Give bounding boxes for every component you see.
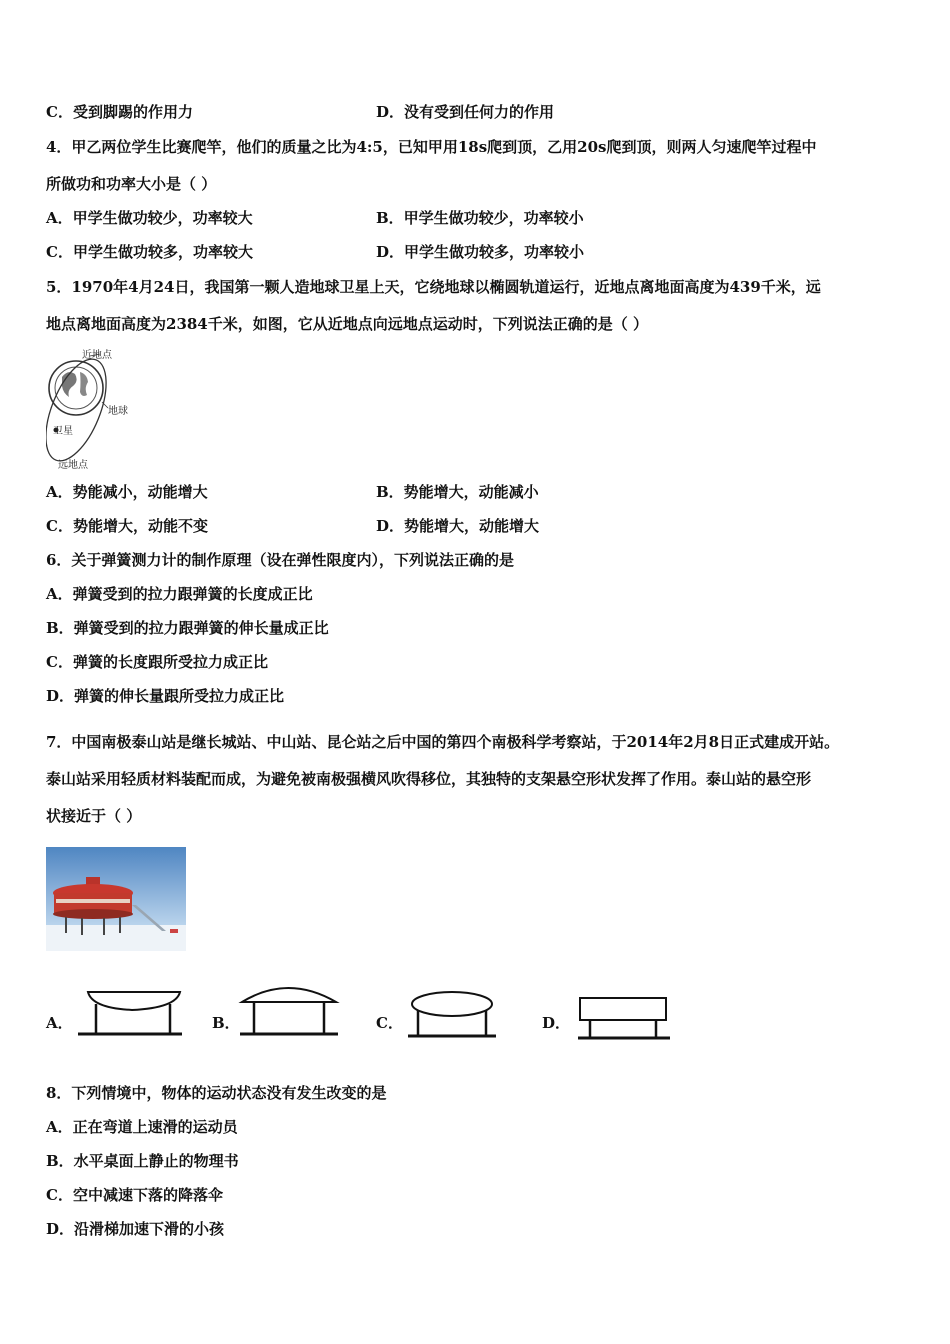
q8-option-b: B．水平桌面上静止的物理书 [46, 1152, 239, 1170]
q8-option-d: D．沿滑梯加速下滑的小孩 [46, 1220, 225, 1238]
shape-a-figure [76, 988, 184, 1038]
earth-outline [49, 361, 103, 415]
shape-option-c-label: C． [376, 1014, 403, 1032]
label-satellite: 卫星 [53, 426, 73, 437]
q5-stem-line1: 5．1970年4月24日，我国第一颗人造地球卫星上天，它绕地球以椭圆轨道运行，近地点离地面高度为439千米，远 [46, 278, 821, 296]
q5-option-d: D．势能增大，动能增大 [376, 517, 540, 535]
q6-option-b: B．弹簧受到的拉力跟弹簧的伸长量成正比 [46, 619, 329, 637]
q4-option-a: A．甲学生做功较少，功率较大 [46, 209, 253, 227]
q5-option-a: A．势能减小，动能增大 [46, 483, 208, 501]
shape-d-figure [576, 994, 672, 1042]
q4-stem-line1: 4．甲乙两位学生比赛爬竿，他们的质量之比为4:5，已知甲用18s爬到顶，乙用20s爬到顶，则两人匀速爬竿过程中 [46, 138, 817, 156]
q7-stem-line3: 状接近于（ ） [46, 807, 142, 825]
q8-option-a: A．正在弯道上速滑的运动员 [46, 1118, 238, 1136]
continent-shape [62, 372, 77, 397]
shape-option-d-label: D． [542, 1014, 571, 1032]
shape-option-b-label: B． [212, 1014, 240, 1032]
q4-stem-line2: 所做功和功率大小是（ ） [46, 175, 217, 193]
shape-b-body [242, 988, 336, 1002]
shape-option-a-label: A． [46, 1014, 73, 1032]
q6-option-a: A．弹簧受到的拉力跟弹簧的长度成正比 [46, 585, 313, 603]
q4-option-c: C．甲学生做功较多，功率较大 [46, 243, 253, 261]
station-windows [56, 899, 130, 903]
shape-c-figure [406, 990, 498, 1040]
q5-stem-line2: 地点离地面高度为2384千米，如图，它从近地点向远地点运动时，下列说法正确的是（ ） [46, 315, 648, 333]
q6-option-d: D．弹簧的伸长量跟所受拉力成正比 [46, 687, 285, 705]
station-illustration [46, 847, 186, 951]
q5-option-b: B．势能增大，动能减小 [376, 483, 539, 501]
q4-option-d: D．甲学生做功较多，功率较小 [376, 243, 585, 261]
q4-option-b: B．甲学生做功较少，功率较小 [376, 209, 584, 227]
snow-vehicle [170, 929, 178, 933]
q5-option-c: C．势能增大，动能不变 [46, 517, 208, 535]
q3-option-c: C．受到脚踢的作用力 [46, 103, 193, 121]
shape-d-body [580, 998, 666, 1020]
satellite-orbit-figure [46, 344, 146, 472]
label-apogee: 远地点 [58, 460, 88, 471]
q8-option-c: C．空中减速下落的降落伞 [46, 1186, 223, 1204]
earth-inner [55, 367, 97, 409]
q6-stem: 6．关于弹簧测力计的制作原理（设在弹性限度内），下列说法正确的是 [46, 551, 514, 569]
continent-shape-2 [80, 372, 88, 396]
orbit-diagram [46, 344, 146, 472]
shape-c-body [412, 992, 492, 1016]
q6-option-c: C．弹簧的长度跟所受拉力成正比 [46, 653, 268, 671]
label-earth: 地球 [108, 406, 128, 417]
q7-stem-line2: 泰山站采用轻质材料装配而成，为避免被南极强横风吹得移位，其独特的支架悬空形状发挥了作用。泰山站的悬空形 [46, 770, 812, 788]
label-perigee: 近地点 [82, 350, 112, 361]
q3-option-d: D．没有受到任何力的作用 [376, 103, 555, 121]
shape-b-figure [238, 980, 340, 1038]
shape-a-body [88, 992, 180, 1010]
q7-stem-line1: 7．中国南极泰山站是继长城站、中山站、昆仑站之后中国的第四个南极科学考察站，于2014年2月8日正式建成开站。 [46, 733, 840, 751]
taishan-station-photo [46, 847, 186, 951]
q8-stem: 8．下列情境中，物体的运动状态没有发生改变的是 [46, 1084, 387, 1102]
